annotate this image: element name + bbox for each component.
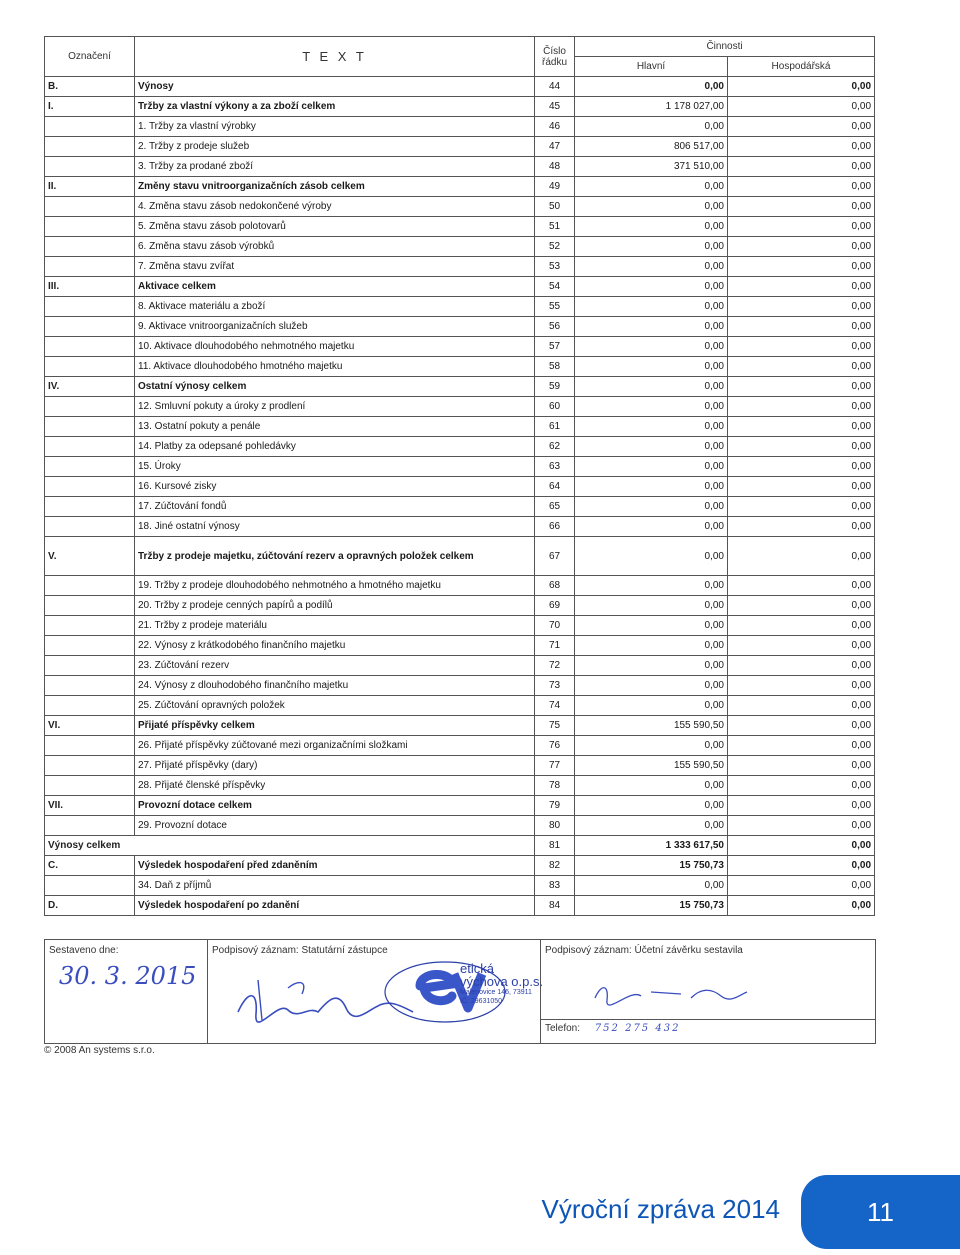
value-hlavni: 806 517,00	[575, 137, 728, 157]
row-number: 56	[535, 317, 575, 337]
value-hospodarska: 0,00	[728, 457, 875, 477]
stamp-line-2: výchova o.p.s.	[460, 974, 544, 989]
table-row	[45, 876, 875, 896]
row-code	[45, 876, 135, 896]
page-number-badge	[801, 1175, 960, 1249]
row-number: 66	[535, 517, 575, 537]
value-hlavni: 0,00	[575, 357, 728, 377]
row-number: 73	[535, 676, 575, 696]
header-hospodarska: Hospodářská	[728, 57, 875, 77]
row-number: 52	[535, 237, 575, 257]
row-text: 28. Přijaté členské příspěvky	[135, 776, 535, 796]
row-text: 22. Výnosy z krátkodobého finančního majetku	[135, 636, 535, 656]
row-text: 2. Tržby z prodeje služeb	[135, 137, 535, 157]
row-number: 48	[535, 157, 575, 177]
value-hlavni: 0,00	[575, 616, 728, 636]
value-hlavni: 15 750,73	[575, 856, 728, 876]
row-number: 82	[535, 856, 575, 876]
sestaveno-label: Sestaveno dne:	[49, 945, 119, 956]
table-row	[45, 197, 875, 217]
row-text: 18. Jiné ostatní výnosy	[135, 517, 535, 537]
row-text: Tržby za vlastní výkony a za zboží celkem	[135, 97, 535, 117]
row-text: Provozní dotace celkem	[135, 796, 535, 816]
value-hospodarska: 0,00	[728, 517, 875, 537]
value-hlavni: 0,00	[575, 596, 728, 616]
value-hospodarska: 0,00	[728, 736, 875, 756]
row-number: 83	[535, 876, 575, 896]
value-hospodarska: 0,00	[728, 696, 875, 716]
value-hlavni: 0,00	[575, 237, 728, 257]
row-number: 47	[535, 137, 575, 157]
table-row	[45, 736, 875, 756]
row-number: 46	[535, 117, 575, 137]
row-number: 79	[535, 796, 575, 816]
table-row	[45, 137, 875, 157]
value-hospodarska: 0,00	[728, 277, 875, 297]
row-text: 26. Přijaté příspěvky zúčtované mezi organizačními složkami	[135, 736, 535, 756]
row-number: 75	[535, 716, 575, 736]
row-text: Ostatní výnosy celkem	[135, 377, 535, 397]
statement-body	[45, 77, 875, 916]
value-hlavni: 0,00	[575, 816, 728, 836]
row-text: 1. Tržby za vlastní výrobky	[135, 117, 535, 137]
value-hospodarska: 0,00	[728, 676, 875, 696]
stamp-line-1: etická	[460, 961, 494, 976]
row-code: VI.	[45, 716, 135, 736]
value-hlavni: 15 750,73	[575, 896, 728, 916]
row-number: 59	[535, 377, 575, 397]
value-hlavni: 0,00	[575, 337, 728, 357]
value-hlavni: 371 510,00	[575, 157, 728, 177]
signature-ucetni-icon	[591, 978, 751, 1008]
value-hospodarska: 0,00	[728, 317, 875, 337]
row-code: IV.	[45, 377, 135, 397]
row-number: 80	[535, 816, 575, 836]
row-number: 51	[535, 217, 575, 237]
row-code	[45, 237, 135, 257]
row-code: B.	[45, 77, 135, 97]
header-hlavni: Hlavní	[575, 57, 728, 77]
value-hlavni: 0,00	[575, 576, 728, 596]
row-number: 55	[535, 297, 575, 317]
row-number: 57	[535, 337, 575, 357]
value-hlavni: 0,00	[575, 656, 728, 676]
value-hlavni: 0,00	[575, 77, 728, 97]
row-code	[45, 477, 135, 497]
row-number: 53	[535, 257, 575, 277]
value-hlavni: 0,00	[575, 197, 728, 217]
telefon-label: Telefon:	[545, 1023, 581, 1034]
table-row	[45, 377, 875, 397]
value-hlavni: 1 333 617,50	[575, 836, 728, 856]
table-row	[45, 297, 875, 317]
stamp-text	[460, 962, 543, 1006]
value-hospodarska: 0,00	[728, 157, 875, 177]
value-hlavni: 0,00	[575, 477, 728, 497]
row-text: 4. Změna stavu zásob nedokončené výroby	[135, 197, 535, 217]
row-number: 81	[535, 836, 575, 856]
row-code	[45, 696, 135, 716]
row-number: 54	[535, 277, 575, 297]
row-number: 78	[535, 776, 575, 796]
row-code	[45, 257, 135, 277]
row-number: 65	[535, 497, 575, 517]
value-hospodarska: 0,00	[728, 217, 875, 237]
table-row	[45, 517, 875, 537]
header-text: T E X T	[135, 37, 535, 77]
row-code	[45, 576, 135, 596]
value-hlavni: 0,00	[575, 696, 728, 716]
table-row	[45, 397, 875, 417]
ucetni-cell	[541, 940, 875, 1043]
row-number: 67	[535, 537, 575, 576]
row-number: 77	[535, 756, 575, 776]
value-hospodarska: 0,00	[728, 97, 875, 117]
table-row	[45, 477, 875, 497]
value-hlavni: 0,00	[575, 497, 728, 517]
value-hlavni: 0,00	[575, 636, 728, 656]
value-hlavni: 155 590,50	[575, 716, 728, 736]
table-row	[45, 357, 875, 377]
table-row	[45, 117, 875, 137]
value-hlavni: 0,00	[575, 317, 728, 337]
table-row	[45, 437, 875, 457]
row-text: 12. Smluvní pokuty a úroky z prodlení	[135, 397, 535, 417]
table-row	[45, 776, 875, 796]
table-row	[45, 596, 875, 616]
value-hospodarska: 0,00	[728, 616, 875, 636]
page-number: 11	[867, 1196, 894, 1227]
row-code	[45, 517, 135, 537]
row-text: 23. Zúčtování rezerv	[135, 656, 535, 676]
table-row	[45, 656, 875, 676]
row-text: 11. Aktivace dlouhodobého hmotného majetku	[135, 357, 535, 377]
row-number: 74	[535, 696, 575, 716]
value-hospodarska: 0,00	[728, 377, 875, 397]
row-text: Výnosy	[135, 77, 535, 97]
value-hospodarska: 0,00	[728, 856, 875, 876]
row-number: 69	[535, 596, 575, 616]
value-hlavni: 0,00	[575, 517, 728, 537]
value-hlavni: 155 590,50	[575, 756, 728, 776]
row-text: 3. Tržby za prodané zboží	[135, 157, 535, 177]
value-hospodarska: 0,00	[728, 876, 875, 896]
row-code	[45, 117, 135, 137]
value-hlavni: 0,00	[575, 217, 728, 237]
value-hospodarska: 0,00	[728, 636, 875, 656]
value-hlavni: 0,00	[575, 277, 728, 297]
row-label: Výnosy celkem	[45, 836, 535, 856]
value-hospodarska: 0,00	[728, 776, 875, 796]
table-row	[45, 696, 875, 716]
row-code	[45, 417, 135, 437]
table-row	[45, 636, 875, 656]
table-row	[45, 616, 875, 636]
value-hlavni: 0,00	[575, 437, 728, 457]
value-hospodarska: 0,00	[728, 576, 875, 596]
row-number: 71	[535, 636, 575, 656]
value-hlavni: 0,00	[575, 257, 728, 277]
row-text: 14. Platby za odepsané pohledávky	[135, 437, 535, 457]
table-row	[45, 716, 875, 736]
row-text: 9. Aktivace vnitroorganizačních služeb	[135, 317, 535, 337]
row-number: 44	[535, 77, 575, 97]
row-code: III.	[45, 277, 135, 297]
table-row	[45, 796, 875, 816]
value-hospodarska: 0,00	[728, 656, 875, 676]
telefon-row	[541, 1019, 875, 1037]
row-code	[45, 397, 135, 417]
row-text: Tržby z prodeje majetku, zúčtování rezerv a opravných položek celkem	[135, 537, 535, 576]
row-number: 63	[535, 457, 575, 477]
row-number: 58	[535, 357, 575, 377]
row-code	[45, 776, 135, 796]
value-hlavni: 0,00	[575, 417, 728, 437]
row-text: 6. Změna stavu zásob výrobků	[135, 237, 535, 257]
row-code	[45, 437, 135, 457]
stamp-line-4: IČ: 29631050	[460, 998, 503, 1005]
value-hospodarska: 0,00	[728, 896, 875, 916]
row-code	[45, 217, 135, 237]
row-text: 24. Výnosy z dlouhodobého finančního majetku	[135, 676, 535, 696]
row-code	[45, 197, 135, 217]
value-hospodarska: 0,00	[728, 437, 875, 457]
value-hlavni: 0,00	[575, 776, 728, 796]
row-text: 10. Aktivace dlouhodobého nehmotného majetku	[135, 337, 535, 357]
row-text: Výsledek hospodaření po zdanění	[135, 896, 535, 916]
table-row	[45, 237, 875, 257]
stamp-line-3: Malenovice 146, 73911	[460, 989, 532, 996]
row-code: V.	[45, 537, 135, 576]
value-hospodarska: 0,00	[728, 197, 875, 217]
row-number: 49	[535, 177, 575, 197]
value-hospodarska: 0,00	[728, 117, 875, 137]
row-code	[45, 297, 135, 317]
row-code: VII.	[45, 796, 135, 816]
row-code: D.	[45, 896, 135, 916]
value-hospodarska: 0,00	[728, 537, 875, 576]
row-code	[45, 616, 135, 636]
table-row	[45, 417, 875, 437]
handwritten-date: 30. 3. 2015	[59, 962, 197, 990]
row-code	[45, 756, 135, 776]
row-code	[45, 736, 135, 756]
value-hlavni: 0,00	[575, 297, 728, 317]
header-oznaceni: Označení	[45, 37, 135, 77]
row-number: 50	[535, 197, 575, 217]
value-hlavni: 0,00	[575, 457, 728, 477]
row-text: 15. Úroky	[135, 457, 535, 477]
table-row	[45, 217, 875, 237]
value-hlavni: 0,00	[575, 676, 728, 696]
row-code	[45, 497, 135, 517]
table-row	[45, 537, 875, 576]
value-hospodarska: 0,00	[728, 77, 875, 97]
row-number: 70	[535, 616, 575, 636]
value-hospodarska: 0,00	[728, 337, 875, 357]
row-text: 25. Zúčtování opravných položek	[135, 696, 535, 716]
row-text: 5. Změna stavu zásob polotovarů	[135, 217, 535, 237]
value-hospodarska: 0,00	[728, 796, 875, 816]
row-code	[45, 596, 135, 616]
row-text: 13. Ostatní pokuty a penále	[135, 417, 535, 437]
value-hospodarska: 0,00	[728, 716, 875, 736]
table-row	[45, 856, 875, 876]
value-hospodarska: 0,00	[728, 477, 875, 497]
copyright-text: © 2008 An systems s.r.o.	[44, 1045, 155, 1056]
row-text: 8. Aktivace materiálu a zboží	[135, 297, 535, 317]
value-hospodarska: 0,00	[728, 596, 875, 616]
row-text: Výsledek hospodaření před zdaněním	[135, 856, 535, 876]
report-title: Výroční zpráva 2014	[541, 1194, 780, 1224]
value-hlavni: 0,00	[575, 177, 728, 197]
table-row	[45, 576, 875, 596]
row-text: 29. Provozní dotace	[135, 816, 535, 836]
value-hospodarska: 0,00	[728, 257, 875, 277]
row-code	[45, 137, 135, 157]
table-row	[45, 177, 875, 197]
row-number: 84	[535, 896, 575, 916]
row-code: II.	[45, 177, 135, 197]
table-row	[45, 277, 875, 297]
row-number: 45	[535, 97, 575, 117]
header-cislo-radku: Číslo řádku	[535, 37, 575, 77]
table-row	[45, 836, 875, 856]
row-number: 60	[535, 397, 575, 417]
table-row	[45, 676, 875, 696]
table-row	[45, 157, 875, 177]
value-hlavni: 0,00	[575, 537, 728, 576]
handwritten-phone: 752 275 432	[594, 1023, 681, 1034]
row-code	[45, 157, 135, 177]
table-row	[45, 77, 875, 97]
value-hospodarska: 0,00	[728, 756, 875, 776]
table-row	[45, 816, 875, 836]
row-code	[45, 676, 135, 696]
value-hospodarska: 0,00	[728, 497, 875, 517]
row-number: 68	[535, 576, 575, 596]
row-text: 7. Změna stavu zvířat	[135, 257, 535, 277]
row-code: I.	[45, 97, 135, 117]
table-row	[45, 317, 875, 337]
row-code	[45, 317, 135, 337]
row-code	[45, 636, 135, 656]
row-number: 76	[535, 736, 575, 756]
statutar-label: Podpisový záznam: Statutární zástupce	[212, 945, 388, 956]
row-text: 19. Tržby z prodeje dlouhodobého nehmotného a hmotného majetku	[135, 576, 535, 596]
row-code	[45, 656, 135, 676]
value-hlavni: 0,00	[575, 377, 728, 397]
value-hospodarska: 0,00	[728, 357, 875, 377]
value-hospodarska: 0,00	[728, 816, 875, 836]
value-hlavni: 0,00	[575, 117, 728, 137]
row-code	[45, 816, 135, 836]
table-row	[45, 257, 875, 277]
value-hlavni: 0,00	[575, 397, 728, 417]
row-text: 21. Tržby z prodeje materiálu	[135, 616, 535, 636]
row-text: Změny stavu vnitroorganizačních zásob celkem	[135, 177, 535, 197]
row-number: 72	[535, 656, 575, 676]
row-text: Přijaté příspěvky celkem	[135, 716, 535, 736]
table-row	[45, 756, 875, 776]
value-hlavni: 0,00	[575, 736, 728, 756]
table-row	[45, 497, 875, 517]
row-code	[45, 457, 135, 477]
row-text: 17. Zúčtování fondů	[135, 497, 535, 517]
row-text: 27. Přijaté příspěvky (dary)	[135, 756, 535, 776]
row-code: C.	[45, 856, 135, 876]
header-cinnosti: Činnosti	[575, 37, 875, 57]
row-text: 16. Kursové zisky	[135, 477, 535, 497]
value-hlavni: 1 178 027,00	[575, 97, 728, 117]
value-hospodarska: 0,00	[728, 417, 875, 437]
table-row	[45, 97, 875, 117]
table-row	[45, 337, 875, 357]
sestaveno-cell	[45, 940, 208, 1043]
row-code	[45, 357, 135, 377]
row-code	[45, 337, 135, 357]
value-hospodarska: 0,00	[728, 237, 875, 257]
ucetni-label: Podpisový záznam: Účetní závěrku sestavila	[545, 945, 743, 956]
row-number: 61	[535, 417, 575, 437]
table-row	[45, 896, 875, 916]
row-text: Aktivace celkem	[135, 277, 535, 297]
value-hlavni: 0,00	[575, 796, 728, 816]
value-hospodarska: 0,00	[728, 836, 875, 856]
row-text: 34. Daň z příjmů	[135, 876, 535, 896]
value-hospodarska: 0,00	[728, 137, 875, 157]
row-number: 64	[535, 477, 575, 497]
table-row	[45, 457, 875, 477]
value-hlavni: 0,00	[575, 876, 728, 896]
value-hospodarska: 0,00	[728, 177, 875, 197]
income-statement-table	[44, 36, 875, 916]
value-hospodarska: 0,00	[728, 397, 875, 417]
row-number: 62	[535, 437, 575, 457]
row-text: 20. Tržby z prodeje cenných papírů a podílů	[135, 596, 535, 616]
value-hospodarska: 0,00	[728, 297, 875, 317]
